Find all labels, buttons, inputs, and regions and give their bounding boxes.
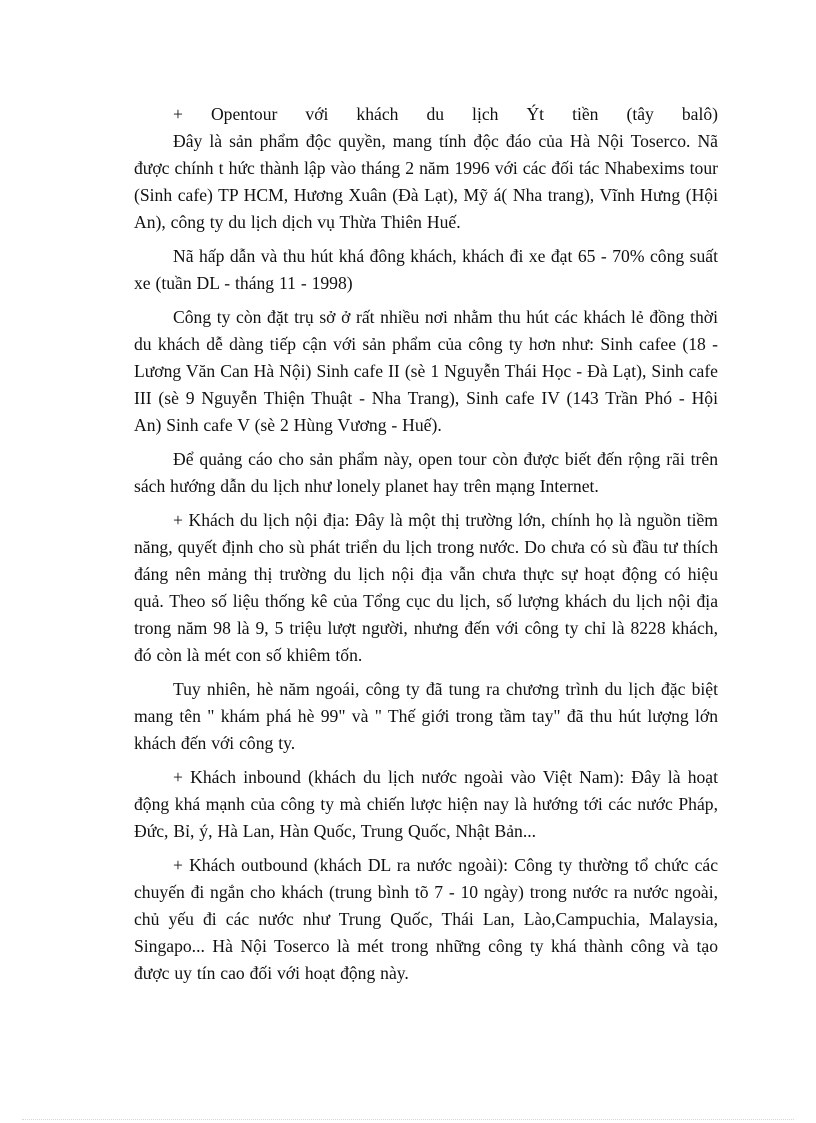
paragraph-bus-occupancy: Nã hấp dẫn và thu hút khá đông khách, khách đi xe đạt 65 - 70% công suất xe (tuần DL - tháng 11 - 1998)	[134, 246, 718, 293]
paragraph-summer-program: Tuy nhiên, hè năm ngoái, công ty đã tung ra chương trình du lịch đặc biệt mang tên " khám phá hè 99" và " Thế giới trong tầm tay" đã thu hút lượng lớn khách đến với công ty.	[134, 679, 718, 753]
paragraph-inbound: + Khách inbound (khách du lịch nước ngoài vào Việt Nam): Đây là hoạt động khá mạnh của công ty mà chiến lược hiện nay là hướng tới các nước Pháp, Đức, Bỉ, ý, Hà Lan, Hàn Quốc, Trung Quốc, Nhật Bản...	[134, 767, 718, 841]
page-bottom-divider	[22, 1119, 794, 1120]
paragraph-exclusive-product: Đây là sản phẩm độc quyền, mang tính độc đáo của Hà Nội Toserco. Nã được chính t hức thành lập vào tháng 2 năm 1996 với các đối tác Nhabexims tour (Sinh cafe) TP HCM, Hương Xuân (Đà Lạt), Mỹ á( Nha trang), Vĩnh Hưng (Hội An), công ty du lịch dịch vụ Thừa Thiên Huế.	[134, 131, 718, 232]
paragraph-advertising: Để quảng cáo cho sản phẩm này, open tour còn được biết đến rộng rãi trên sách hướng dẫn du lịch như lonely planet hay trên mạng Internet.	[134, 449, 718, 496]
paragraph-sinh-cafe-offices: Công ty còn đặt trụ sở ở rất nhiều nơi nhằm thu hút các khách lẻ đồng thời du khách dễ dàng tiếp cận với sản phẩm của công ty hơn như: Sinh cafee (18 - Lương Văn Can Hà Nội) Sinh cafe II (sè 1 Nguyễn Thái Học - Đà Lạt), Sinh cafe III (sè 9 Nguyễn Thiện Thuật - Nha Trang), Sinh cafe IV (143 Trần Phó - Hội An) Sinh cafe V (sè 2 Hùng Vương - Huế).	[134, 307, 718, 435]
paragraph-domestic-tourists: + Khách du lịch nội địa: Đây là một thị trường lớn, chính họ là nguồn tiềm năng, quyết định cho sù phát triển du lịch trong nước. Do chưa có sù đầu tư thích đáng nên mảng thị trường du lịch nội địa vẫn chưa thực sự hoạt động có hiệu quả. Theo số liệu thống kê của Tổng cục du lịch, số lượng khách du lịch nội địa trong năm 98 là 9, 5 triệu lượt người, nhưng đến với công ty chỉ là 8228 khách, đó còn là mét con số khiêm tốn.	[134, 510, 718, 665]
paragraph-opentour-heading: + Opentour với khách du lịch Ýt tiền (tây balô)	[173, 104, 718, 124]
paragraph-outbound: + Khách outbound (khách DL ra nước ngoài): Công ty thường tổ chức các chuyến đi ngắn cho khách (trung bình tõ 7 - 10 ngày) trong nước ra nước ngoài, chủ yếu đi các nước như Trung Quốc, Thái Lan, Lào,Campuchia, Malaysia, Singapo... Hà Nội Toserco là mét trong những công ty khá thành công và tạo được uy tín cao đối với hoạt động này.	[134, 855, 718, 983]
document-body	[134, 101, 718, 987]
